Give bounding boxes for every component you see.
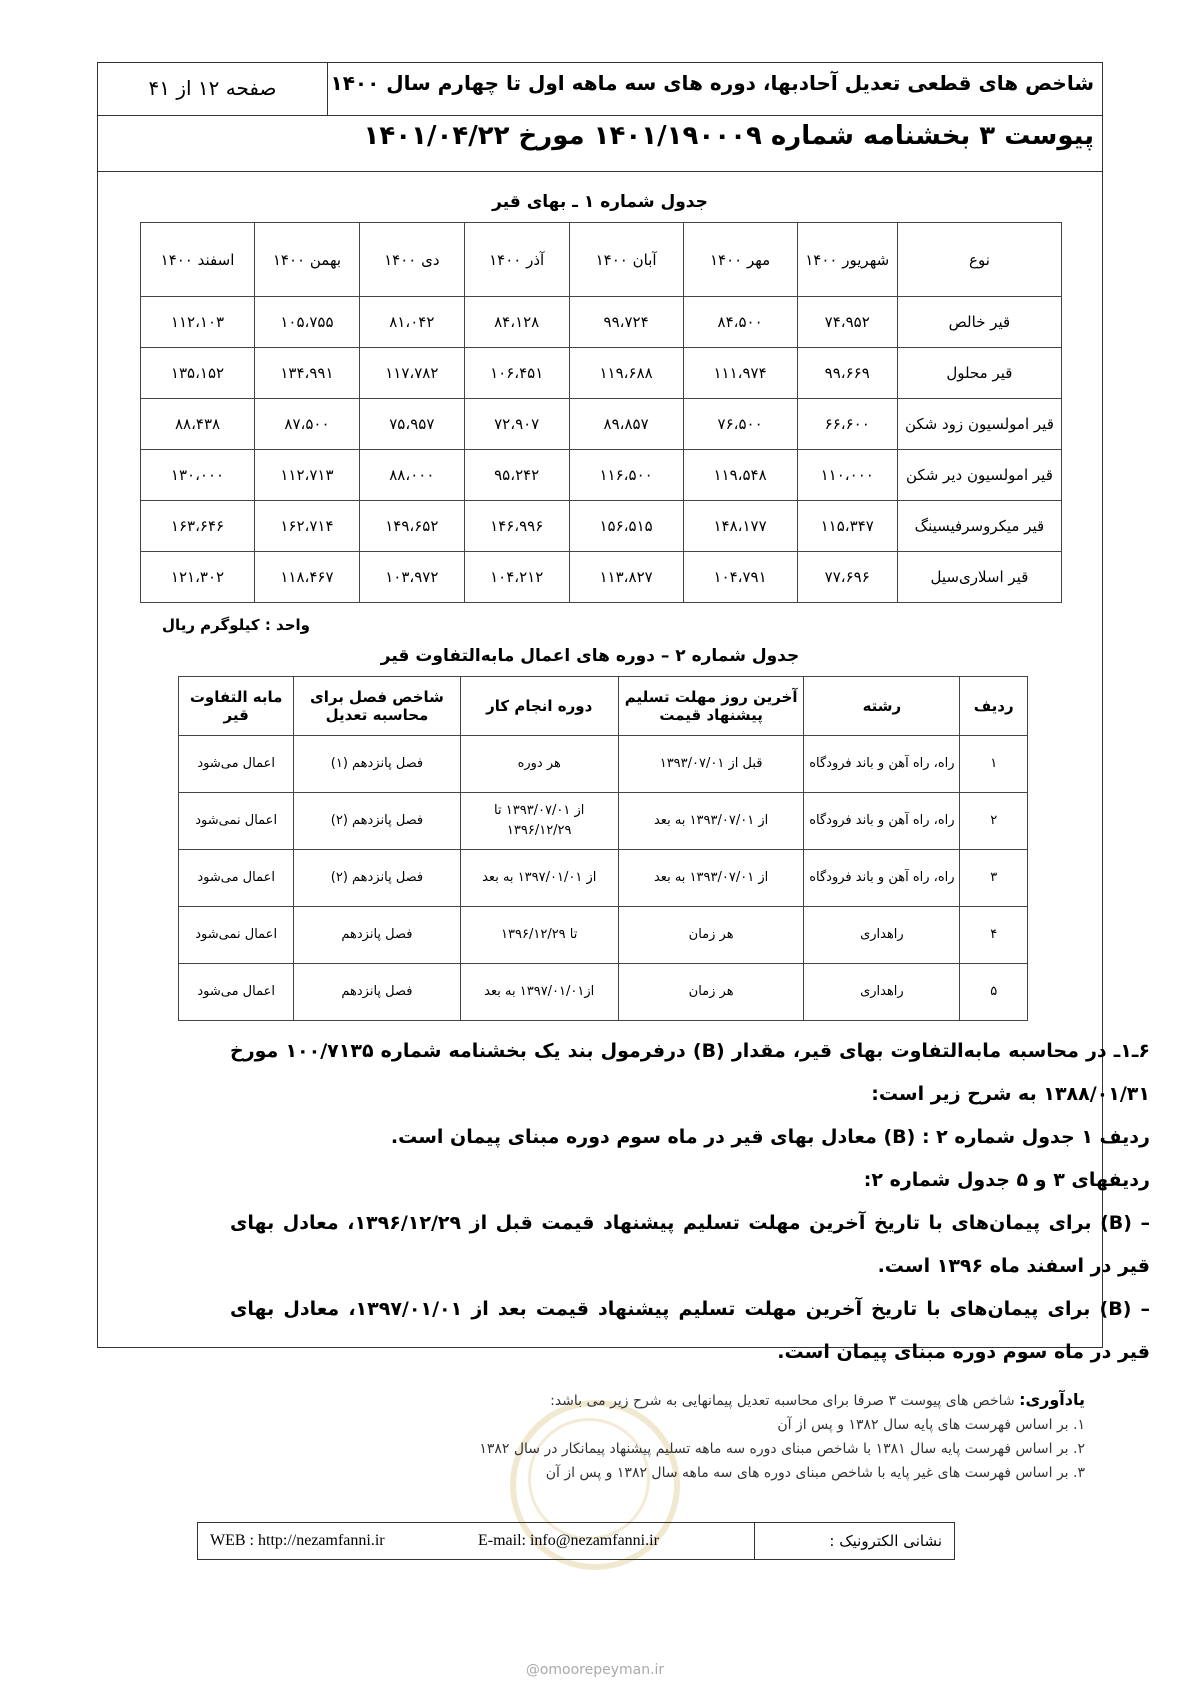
reminder-item: ۳. بر اساس فهرست های غیر پایه با شاخص مبنای دوره های سه ماهه سال ۱۳۸۲ و پس از آن [545, 1465, 1085, 1481]
table2-cell: تا ۱۳۹۶/۱۲/۲۹ [460, 907, 618, 964]
table2-cell: راهداری [804, 964, 960, 1021]
notes-section [230, 1030, 1150, 1374]
table2-cell: قبل از ۱۳۹۳/۰۷/۰۱ [618, 736, 803, 793]
email-link[interactable]: E-mail: info@nezamfanni.ir [478, 1532, 659, 1549]
table1-cell: قیر اسلاری‌سیل [897, 552, 1061, 603]
table-row [141, 450, 1062, 501]
document-subtitle: پیوست ۳ بخشنامه شماره ۱۴۰۱/۱۹۰۰۰۹ مورخ ۱۴۰۱/۰۴/۲۲ [363, 121, 1094, 151]
table1-cell: ۱۱۷،۷۸۲ [359, 348, 464, 399]
table1-header: اسفند ۱۴۰۰ [141, 223, 255, 297]
table-row [141, 399, 1062, 450]
reminder-section [185, 1390, 1085, 1489]
table1-cell: ۸۸،۴۳۸ [141, 399, 255, 450]
table2-cell: اعمال می‌شود [179, 850, 294, 907]
table2-cell: فصل پانزدهم (۱) [294, 736, 460, 793]
table2-cell: راه، راه آهن و باند فرودگاه [804, 736, 960, 793]
table2-cell: اعمال نمی‌شود [179, 793, 294, 850]
table2-cell: فصل پانزدهم [294, 964, 460, 1021]
table1-cell: ۱۱۰،۰۰۰ [797, 450, 897, 501]
table1-cell: ۷۲،۹۰۷ [464, 399, 569, 450]
table-row [179, 793, 1028, 850]
table1-cell: ۱۱۵،۳۴۷ [797, 501, 897, 552]
subtitle-row [98, 115, 1102, 172]
table1-cell: ۱۴۸،۱۷۷ [683, 501, 797, 552]
table-row [141, 552, 1062, 603]
note-paragraph: – (B) برای پیمان‌های با تاریخ آخرین مهلت تسلیم پیشنهاد قیمت بعد از ۱۳۹۷/۰۱/۰۱، معادل بهای قیر در ماه سوم دوره مبنای پیمان است. [230, 1298, 1151, 1363]
table2-caption: جدول شماره ۲ – دوره های اعمال مابه‌التفاوت قیر [380, 646, 800, 666]
table2-cell: اعمال می‌شود [179, 736, 294, 793]
table1-cell: ۸۸،۰۰۰ [359, 450, 464, 501]
bitumen-price-table [140, 222, 1062, 603]
table-row [179, 850, 1028, 907]
table2-header: آخرین روز مهلت تسلیم پیشنهاد قیمت [618, 677, 803, 736]
table1-cell: ۱۲۱،۳۰۲ [141, 552, 255, 603]
table2-header: مابه التفاوت قیر [179, 677, 294, 736]
header-row [98, 63, 1102, 116]
table1-cell: ۱۱۲،۱۰۳ [141, 297, 255, 348]
table1-cell: قیر خالص [897, 297, 1061, 348]
table2-header-row [179, 677, 1028, 736]
table1-header: دی ۱۴۰۰ [359, 223, 464, 297]
table1-cell: ۹۹،۷۲۴ [569, 297, 683, 348]
table-row [141, 501, 1062, 552]
bitumen-periods-table [178, 676, 1028, 1021]
table1-header: شهریور ۱۴۰۰ [797, 223, 897, 297]
table1-header: بهمن ۱۴۰۰ [255, 223, 360, 297]
document-title: شاخص های قطعی تعدیل آحادبها، دوره های سه ماهه اول تا چهارم سال ۱۴۰۰ [330, 71, 1094, 95]
table2-cell: هر زمان [618, 964, 803, 1021]
table2-header: دوره انجام کار [460, 677, 618, 736]
table2-cell: از۱۳۹۷/۰۱/۰۱ به بعد [460, 964, 618, 1021]
table2-cell: راه، راه آهن و باند فرودگاه [804, 850, 960, 907]
table2-cell: ۳ [960, 850, 1028, 907]
table1-caption: جدول شماره ۱ ـ بهای قیر [492, 192, 708, 212]
table-row [179, 907, 1028, 964]
table2-cell: از ۱۳۹۳/۰۷/۰۱ به بعد [618, 850, 803, 907]
table2-cell: ۲ [960, 793, 1028, 850]
table1-cell: ۱۴۶،۹۹۶ [464, 501, 569, 552]
table1-cell: ۷۶،۵۰۰ [683, 399, 797, 450]
table1-cell: ۸۴،۵۰۰ [683, 297, 797, 348]
reminder-title: یادآوری: [1019, 1390, 1085, 1409]
reminder-item: ۱. بر اساس فهرست های پایه سال ۱۳۸۲ و پس از آن [777, 1417, 1085, 1433]
table-row [141, 348, 1062, 399]
table-row [141, 297, 1062, 348]
table1-cell: ۶۶،۶۰۰ [797, 399, 897, 450]
note-paragraph: – (B) برای پیمان‌های با تاریخ آخرین مهلت تسلیم پیشنهاد قیمت قبل از ۱۳۹۶/۱۲/۲۹، معادل بهای قیر در اسفند ماه ۱۳۹۶ است. [230, 1212, 1150, 1277]
table1-cell: ۱۵۶،۵۱۵ [569, 501, 683, 552]
table1-cell: قیر محلول [897, 348, 1061, 399]
table2-cell: ۱ [960, 736, 1028, 793]
table-row [179, 964, 1028, 1021]
table2-cell: هر زمان [618, 907, 803, 964]
table2-cell: اعمال می‌شود [179, 964, 294, 1021]
table2-cell: از ۱۳۹۳/۰۷/۰۱ تا ۱۳۹۶/۱۲/۲۹ [460, 793, 618, 850]
table1-cell: ۱۳۴،۹۹۱ [255, 348, 360, 399]
web-link[interactable]: WEB : http://nezamfanni.ir [210, 1532, 385, 1549]
table1-cell: ۸۱،۰۴۲ [359, 297, 464, 348]
note-paragraph: ۶ـ۱ـ در محاسبه مابه‌التفاوت بهای قیر، مقدار (B) درفرمول بند یک بخشنامه شماره ۱۰۰/۷۱۳۵ مورخ ۱۳۸۸/۰۱/۳۱ به شرح زیر است: [230, 1040, 1150, 1105]
table1-cell: ۷۵،۹۵۷ [359, 399, 464, 450]
table2-cell: ۴ [960, 907, 1028, 964]
table1-cell: ۱۱۹،۶۸۸ [569, 348, 683, 399]
table1-header: آذر ۱۴۰۰ [464, 223, 569, 297]
note-paragraph: ردیفهای ۳ و ۵ جدول شماره ۲: [863, 1169, 1150, 1191]
table2-cell: هر دوره [460, 736, 618, 793]
table1-cell: ۸۴،۱۲۸ [464, 297, 569, 348]
table1-cell: ۸۷،۵۰۰ [255, 399, 360, 450]
address-label: نشانی الکترونیک : [754, 1523, 954, 1559]
reminder-text: شاخص های پیوست ۳ صرفا برای محاسبه تعدیل پیمانهایی به شرح زیر می باشد: [550, 1393, 1020, 1409]
table1-cell: ۱۰۴،۷۹۱ [683, 552, 797, 603]
table2-cell: از ۱۳۹۷/۰۱/۰۱ به بعد [460, 850, 618, 907]
watermark-text: @omoorepeyman.ir [525, 1662, 665, 1678]
table1-cell: ۱۴۹،۶۵۲ [359, 501, 464, 552]
table1-cell: ۱۰۳،۹۷۲ [359, 552, 464, 603]
table1-cell: ۱۳۰،۰۰۰ [141, 450, 255, 501]
table2-header: رشته [804, 677, 960, 736]
table2-cell: فصل پانزدهم (۲) [294, 793, 460, 850]
table1-cell: ۱۶۳،۶۴۶ [141, 501, 255, 552]
contact-box [197, 1522, 955, 1560]
table1-cell: ۹۵،۲۴۲ [464, 450, 569, 501]
table1-cell: ۱۱۹،۵۴۸ [683, 450, 797, 501]
table1-cell: ۹۹،۶۶۹ [797, 348, 897, 399]
table1-cell: ۱۱۱،۹۷۴ [683, 348, 797, 399]
table2-cell: از ۱۳۹۳/۰۷/۰۱ به بعد [618, 793, 803, 850]
table1-cell: قیر امولسیون دیر شکن [897, 450, 1061, 501]
table2-cell: راهداری [804, 907, 960, 964]
table1-cell: ۱۰۶،۴۵۱ [464, 348, 569, 399]
table1-cell: قیر میکروسرفیسینگ [897, 501, 1061, 552]
table1-cell: ۸۹،۸۵۷ [569, 399, 683, 450]
table1-cell: ۱۳۵،۱۵۲ [141, 348, 255, 399]
table1-header: نوع [897, 223, 1061, 297]
table2-cell: فصل پانزدهم [294, 907, 460, 964]
reminder-item: ۲. بر اساس فهرست پایه سال ۱۳۸۱ با شاخص مبنای دوره سه ماهه تسلیم پیشنهاد پیمانکار در سال ۱۳۸۲ [479, 1441, 1085, 1457]
table-row [179, 736, 1028, 793]
table2-cell: اعمال نمی‌شود [179, 907, 294, 964]
table1-cell: ۱۰۵،۷۵۵ [255, 297, 360, 348]
table1-cell: ۱۱۳،۸۲۷ [569, 552, 683, 603]
table2-cell: فصل پانزدهم (۲) [294, 850, 460, 907]
table1-cell: ۱۱۲،۷۱۳ [255, 450, 360, 501]
table2-cell: راه، راه آهن و باند فرودگاه [804, 793, 960, 850]
table1-cell: ۱۱۸،۴۶۷ [255, 552, 360, 603]
table1-unit: واحد : کیلوگرم ریال [162, 616, 310, 634]
table1-cell: ۷۷،۶۹۶ [797, 552, 897, 603]
note-paragraph: ردیف ۱ جدول شماره ۲ : (B) معادل بهای قیر در ماه سوم دوره مبنای پیمان است. [390, 1126, 1150, 1148]
table2-header: شاخص فصل برای محاسبه تعدیل [294, 677, 460, 736]
page-number: صفحه ۱۲ از ۴۱ [98, 63, 328, 115]
table1-cell: ۱۰۴،۲۱۲ [464, 552, 569, 603]
table1-cell: ۷۴،۹۵۲ [797, 297, 897, 348]
table2-header: ردیف [960, 677, 1028, 736]
table1-cell: ۱۱۶،۵۰۰ [569, 450, 683, 501]
table1-header: مهر ۱۴۰۰ [683, 223, 797, 297]
table1-cell: قیر امولسیون زود شکن [897, 399, 1061, 450]
table2-cell: ۵ [960, 964, 1028, 1021]
table1-header: آبان ۱۴۰۰ [569, 223, 683, 297]
table1-cell: ۱۶۲،۷۱۴ [255, 501, 360, 552]
